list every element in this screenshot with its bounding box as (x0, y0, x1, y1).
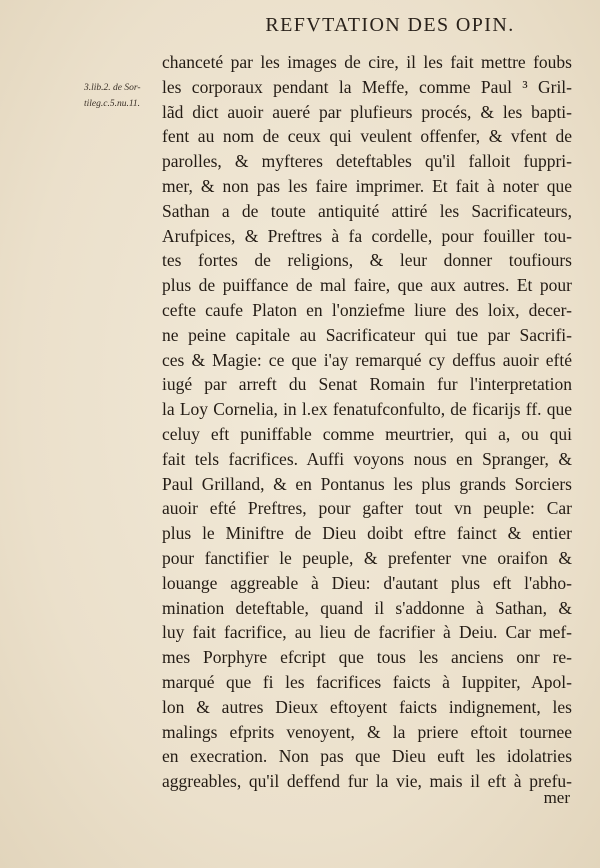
text-line: ces & Magie: ce que i'ay remarqué cy deffus auoir efté (162, 349, 572, 370)
text-line: plus de puiffance de mal faire, que aux autres. Et pour (162, 275, 572, 296)
text-line: fait tels facrifices. Auffi voyons nous en Spranger, & (162, 448, 572, 469)
text-line: parolles, & myfteres deteftables qu'il falloit fuppri- (162, 151, 572, 172)
text-line: chanceté par les images de cire, il les fait mettre foubs (162, 52, 572, 72)
text-line: louange aggreable à Dieu: d'autant plus eft l'abho- (162, 572, 572, 593)
text-line: mer, & non pas les faire imprimer. Et fait à noter que (162, 175, 572, 196)
margin-note-line: 3.lib.2. de Sor- (84, 83, 141, 93)
text-line: cefte caufe Platon en l'onziefme liure des loix, decer- (162, 299, 572, 320)
text-line: plus le Miniftre de Dieu doibt eftre fainct & entier (162, 523, 572, 544)
text-line: aggreables, qu'il deffend fur la vie, mais il eft à prefu- (162, 771, 572, 792)
text-line: en execration. Non pas que Dieu euft les idolatries (162, 746, 572, 767)
text-line: celuy eft puniffable comme meurtrier, qui a, ou qui (162, 423, 572, 444)
text-line: mination deteftable, quand il s'addonne à Sathan, & (162, 597, 572, 618)
text-line: iugé par arreft du Senat Romain fur l'interpretation (162, 374, 572, 395)
body-text (162, 50, 572, 794)
text-line: ne peine capitale au Sacrificateur qui tue par Sacrifi- (162, 324, 572, 345)
text-line: la Loy Cornelia, in l.ex fenatufconfulto, de ficarijs ff. que (162, 399, 572, 420)
margin-note-line: tileg.c.5.nu.11. (84, 99, 141, 109)
text-line: auoir efté Preftres, pour gafter tout vn peuple: Car (162, 498, 572, 519)
text-line: lon & autres Dieux eftoyent faicts indignement, les (162, 696, 572, 717)
text-line: marqué que fi les facrifices faicts à Iuppiter, Apol- (162, 671, 572, 692)
text-line: mes Porphyre efcript que tous les anciens onr re- (162, 647, 572, 668)
text-line: Arufpices, & Preftres à fa cordelle, pour fouiller tou- (162, 225, 572, 246)
text-line: Sathan a de toute antiquité attiré les Sacrificateurs, (162, 200, 572, 221)
text-line: fent au nom de ceux qui veulent offenfer, & vfent de (162, 126, 572, 147)
running-head: REFVTATION DES OPIN. (265, 14, 515, 36)
text-line: malings efprits venoyent, & la priere eftoit tournee (162, 721, 572, 742)
margin-note (84, 80, 168, 112)
text-line: les corporaux pendant la Meffe, comme Paul ³ Gril- (162, 76, 572, 97)
text-line: tes fortes de religions, & leur donner toufiours (162, 250, 572, 271)
catchword: mer (543, 788, 570, 807)
text-line: luy fait facrifice, au lieu de facrifier à Deiu. Car mef- (162, 622, 572, 643)
text-line: pour fanctifier le peuple, & prefenter vne oraifon & (162, 547, 572, 568)
text-line: Paul Grilland, & en Pontanus les plus grands Sorciers (162, 473, 572, 494)
text-line: lãd dict auoir aueré par plufieurs procés, & les bapti- (162, 101, 572, 122)
